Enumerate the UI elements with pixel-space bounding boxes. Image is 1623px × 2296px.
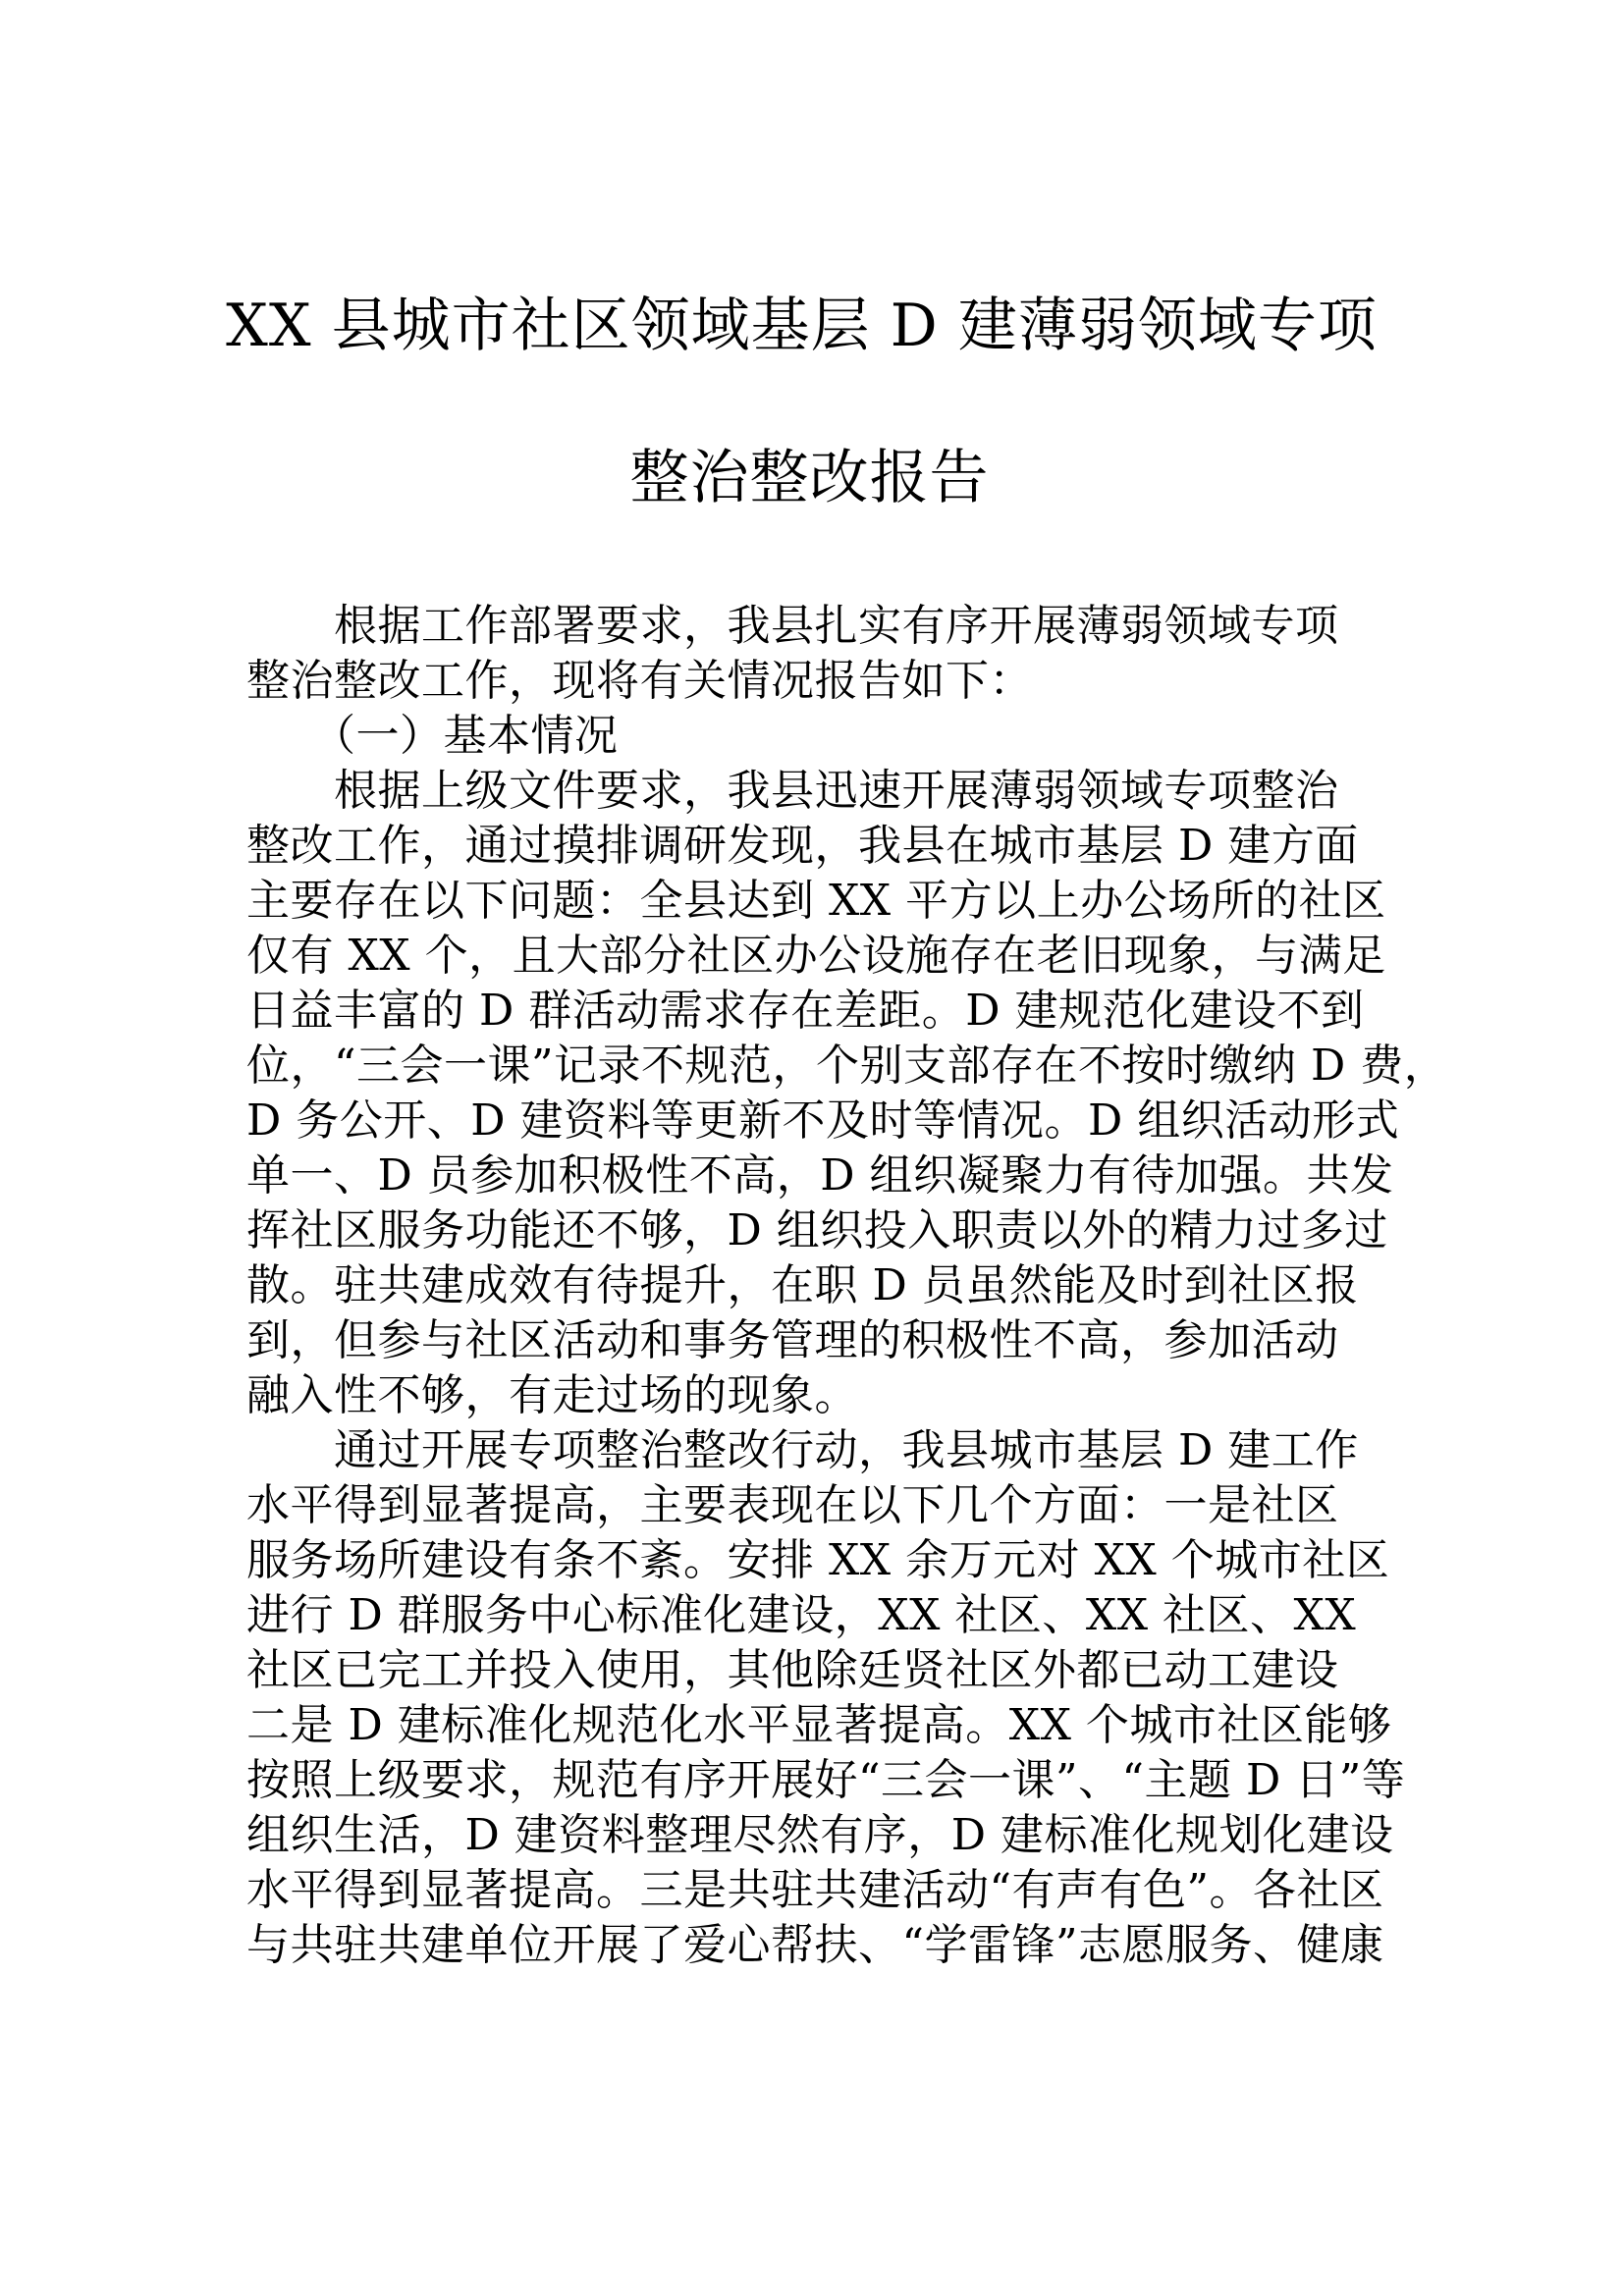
paragraph-line: D 务公开、D 建资料等更新不及时等情况。D 组织活动形式 (246, 1095, 1400, 1146)
paragraph-line: 水平得到显著提高，主要表现在以下几个方面：一是社区 (246, 1480, 1339, 1530)
paragraph-line: 与共驻共建单位开展了爱心帮扶、“学雷锋”志愿服务、健康 (246, 1920, 1384, 1970)
paragraph-line: 通过开展专项整治整改行动，我县城市基层 D 建工作 (246, 1425, 1359, 1475)
section-heading: （一）基本情况 (246, 711, 619, 761)
paragraph-line: 融入性不够，有走过场的现象。 (246, 1370, 858, 1420)
paragraph-line: 组织生活，D 建资料整理尽然有序，D 建标准化规划化建设 (246, 1810, 1394, 1860)
document-title-line-1: XX 县城市社区领域基层 D 建薄弱领域专项 (226, 292, 1378, 360)
paragraph-line: 整治整改工作，现将有关情况报告如下： (246, 656, 1033, 706)
paragraph-line: 根据工作部署要求，我县扎实有序开展薄弱领域专项 (246, 601, 1339, 651)
paragraph-line: 水平得到显著提高。三是共驻共建活动“有声有色”。各社区 (246, 1865, 1384, 1915)
paragraph-line: 根据上级文件要求，我县迅速开展薄弱领域专项整治 (246, 766, 1339, 816)
paragraph-line: 进行 D 群服务中心标准化建设，XX 社区、XX 社区、XX (246, 1590, 1357, 1640)
paragraph-line: 社区已完工并投入使用，其他除廷贤社区外都已动工建设 (246, 1645, 1339, 1695)
paragraph-line: 整改工作，通过摸排调研发现，我县在城市基层 D 建方面 (246, 821, 1359, 871)
paragraph-line: 日益丰富的 D 群活动需求存在差距。D 建规范化建设不到 (246, 986, 1365, 1036)
paragraph-line: 服务场所建设有条不紊。安排 XX 余万元对 XX 个城市社区 (246, 1535, 1390, 1585)
paragraph-line: 二是 D 建标准化规范化水平显著提高。XX 个城市社区能够 (246, 1700, 1392, 1750)
paragraph-line: 仅有 XX 个，且大部分社区办公设施存在老旧现象，与满足 (246, 931, 1386, 981)
paragraph-line: 挥社区服务功能还不够，D 组织投入职责以外的精力过多过 (246, 1205, 1388, 1255)
paragraph-line: 到，但参与社区活动和事务管理的积极性不高，参加活动 (246, 1315, 1339, 1365)
paragraph-line: 主要存在以下问题：全县达到 XX 平方以上办公场所的社区 (246, 876, 1386, 926)
document-title-line-2: 整治整改报告 (629, 444, 990, 512)
paragraph-line: 位，“三会一课”记录不规范，个别支部存在不按时缴纳 D 费， (246, 1041, 1448, 1091)
paragraph-line: 单一、D 员参加积极性不高，D 组织凝聚力有待加强。共发 (246, 1150, 1394, 1201)
paragraph-line: 散。驻共建成效有待提升，在职 D 员虽然能及时到社区报 (246, 1260, 1359, 1310)
paragraph-line: 按照上级要求，规范有序开展好“三会一课”、“主题 D 日”等 (246, 1755, 1406, 1805)
